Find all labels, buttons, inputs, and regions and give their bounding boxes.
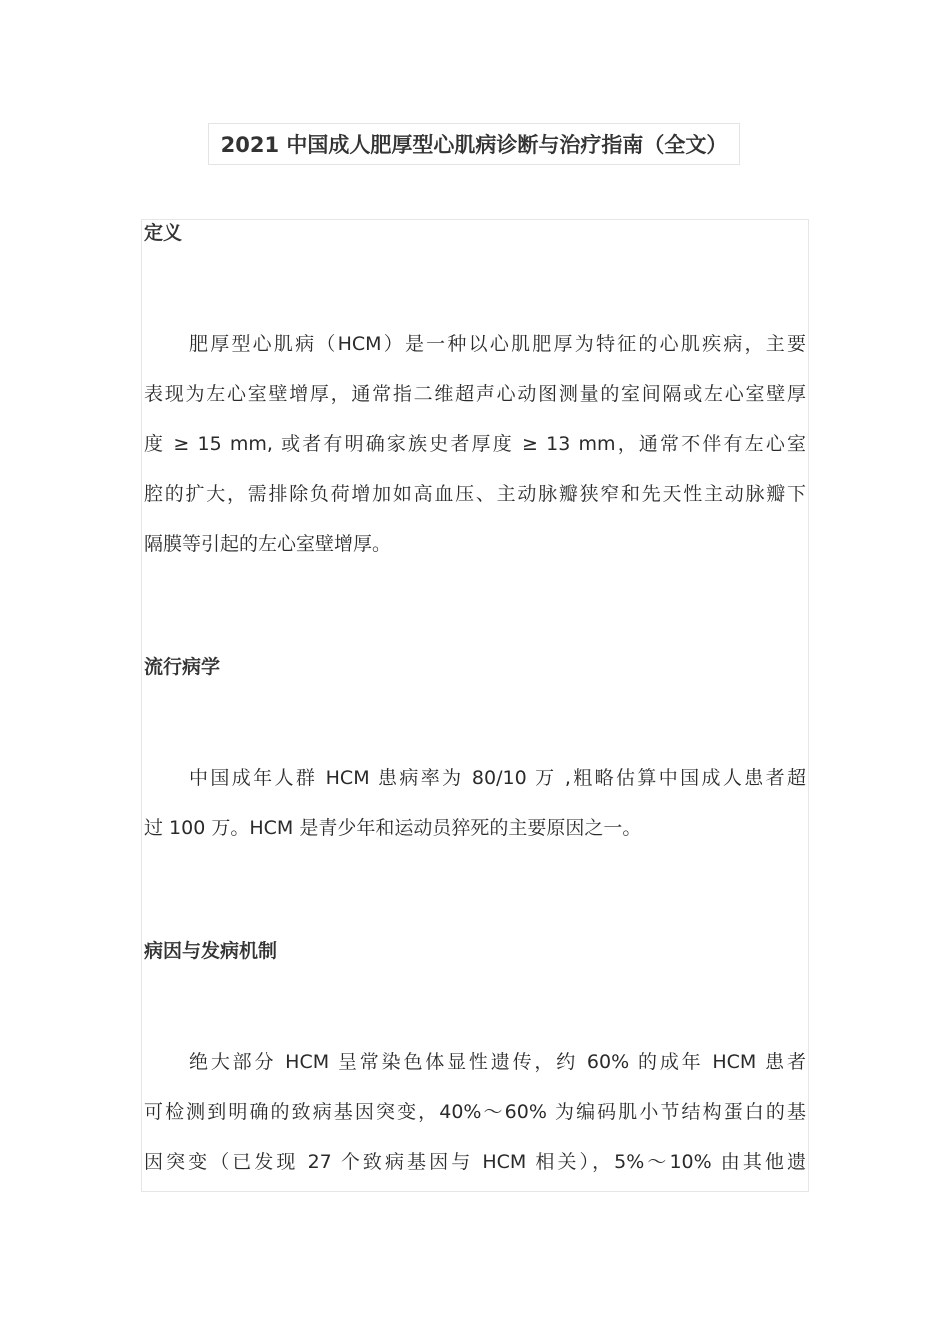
paragraph-line: 因突变（已发现 27 个致病基因与 HCM 相关），5%～10% 由其他遗 — [144, 1151, 806, 1173]
content-box — [141, 219, 809, 1192]
section-heading-definition: 定义 — [144, 222, 183, 244]
paragraph-line: 表现为左心室壁增厚，通常指二维超声心动图测量的室间隔或左心室壁厚 — [144, 383, 806, 405]
paragraph-line: 过 100 万。HCM 是青少年和运动员猝死的主要原因之一。 — [144, 817, 642, 839]
paragraph-epidemiology — [144, 753, 806, 853]
document-title: 2021 中国成人肥厚型心肌病诊断与治疗指南（全文） — [220, 133, 728, 157]
paragraph-etiology — [144, 1037, 806, 1187]
paragraph-line: 绝大部分 HCM 呈常染色体显性遗传，约 60% 的成年 HCM 患者 — [189, 1051, 806, 1073]
section-heading-etiology: 病因与发病机制 — [144, 940, 278, 962]
section-heading-epidemiology: 流行病学 — [144, 656, 221, 678]
paragraph-definition — [144, 319, 806, 569]
paragraph-line: 腔的扩大，需排除负荷增加如高血压、主动脉瓣狭窄和先天性主动脉瓣下 — [144, 483, 806, 505]
paragraph-line: 中国成年人群 HCM 患病率为 80/10 万 ,粗略估算中国成人患者超 — [189, 767, 806, 789]
title-box — [208, 123, 740, 165]
paragraph-line: 肥厚型心肌病（HCM）是一种以心肌肥厚为特征的心肌疾病，主要 — [189, 333, 806, 355]
paragraph-line: 可检测到明确的致病基因突变，40%～60% 为编码肌小节结构蛋白的基 — [144, 1101, 806, 1123]
paragraph-line: 隔膜等引起的左心室壁增厚。 — [144, 533, 392, 555]
paragraph-line: 度 ≥ 15 mm, 或者有明确家族史者厚度 ≥ 13 mm，通常不伴有左心室 — [144, 433, 806, 455]
